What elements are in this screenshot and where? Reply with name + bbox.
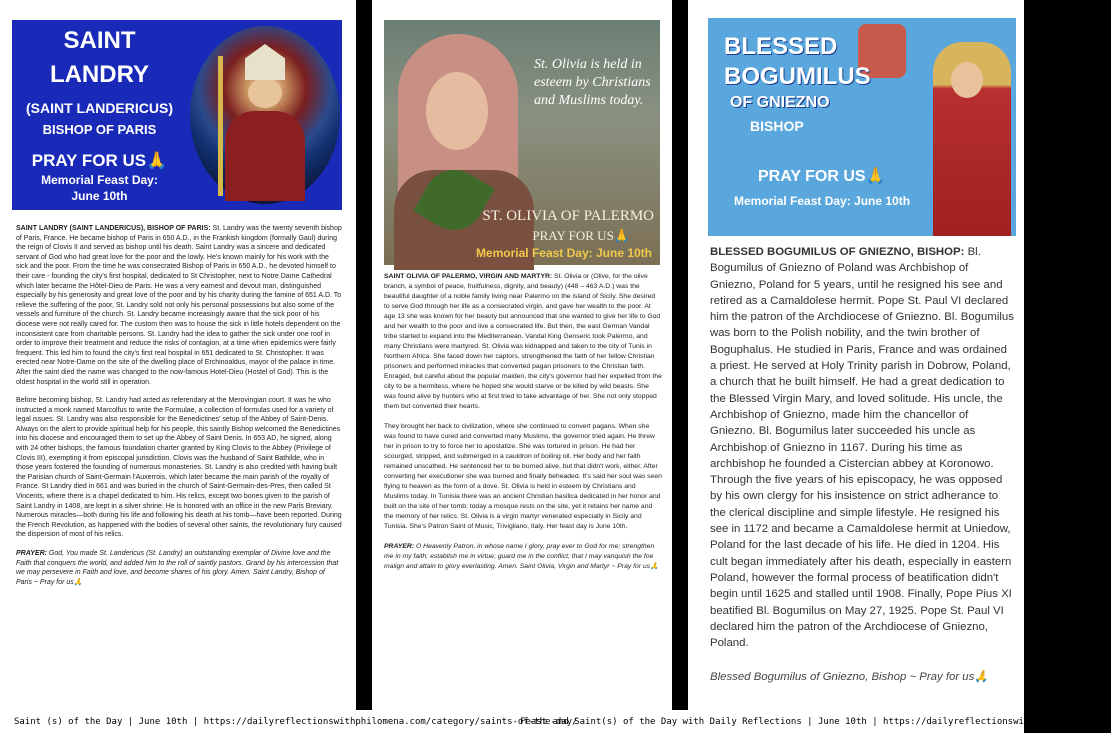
- bogumilus-banner: [708, 18, 1016, 236]
- landry-body1: St. Landry was the twenty seventh bishop of Paris, France. He became bishop of Paris in 650 A.D., in the Frankish kingdom (formally Gaul) during the reign of Clovis II and served as bishop until his death. Saint Landry was a sincere and dedicated servant of God who had great love for the poor and the lowly. He's known mainly for his work with the sick and the poor. From the time he was consecrated Bishop of Paris in 650 A.D., he devoted himself to their care - founding the city's first hospital, dedicated to St Christopher, next to Notre Dame Cathedral which later became the Hôtel-Dieu de Paris. He was a very earnest and devout man, distinguished especially by his generosity and great love of the poor and by his charity during the famine of 651 A.D. To relieve the suffering of the poor, St. Landry sold not only his personal possessions but also some of the vessels and furniture of the church. St. Landry became increasingly aware that the sick poor of his diocese were not really cared for. The custom then was to house the sick in little hotels dependent on the inconsistent care from charitable persons. St. Landry had the idea to gather the sick under one roof in order to improve their treatment and reduce the risks of contagion, at a time when epidemics were fairly frequent. This led him to found the city's first real hospital in 651 dedicated to St. Christopher. It was erected near Notre-Dame on the site of the dwelling place of Erchinoaldus, mayor of the palace in time. After the saint died the name was changed to the now-famous Hotel-Dieu (Hostel of God). This is the oldest hospital in the world still in operation.: [16, 225, 342, 386]
- footer-left-caption: Saint (s) of the Day | June 10th | https://dailyreflectionswithphilomena.com/category/saints-of-the-day/: [14, 717, 578, 727]
- bogumilus-body1: Bl. Bogumilus of Gniezno of Poland was Archbishop of Gniezno, Poland for 5 years, until he resigned his see and retired as a Camaldolese hermit. Pope St. Paul VI declared him the patron of the Archdiocese of Gniezno. Bl. Bogumilus was born to the Polish nobility, and the twin brother of Boguphalus. He studied in Paris, France and was ordained a priest. He served at Holy Trinity parish in Dobrow, Poland, a church that he built himself. He had a great dedication to the Blessed Virgin Mary, and loved solitude. His uncle, the Archbishop of Gniezno, made him the chancellor of Gniezno. Bl. Bogumilus later succeeded his uncle as Archbishop of Gniezno in 1167. During his time as archbishop he founded a Cistercian abbey at Koronowo. Through the five years of his episcopacy, he was opposed by his own clergy for his insistence on strict adherance to the clerical discipline and simple lifestyle. He resigned his see in 1172 and became a Camaldolese hermit at Uniedow, Poland for the last decade of his life. He died in 1204. His cult began immediately after his death, especially in eastern Poland, however the formal process of beatification didn't begin until 1625 and stalled until 1908. Finally, Pope Pius XI beatified Bl. Bogumilus on May 27, 1925. Pope St. Paul VI declared him the patron of the Archdiocese of Gniezno, Poland.: [710, 246, 1014, 650]
- banner-pray: PRAY FOR US🙏: [532, 228, 630, 243]
- bogumilus-text: [710, 244, 1016, 704]
- bogumilus-para1: [710, 244, 1016, 651]
- landry-prayer-text: God, You made St. Landericus (St. Landry) an outstanding exemplar of Divine love and the Faith that conquers the world, and added him to the roll of saintly pastors. Grand by his intercession that we may persevere in Faith and love, and become shares of his glory. Amen. Saint Landry, Bishop of Paris ~ Pray for us🙏: [16, 550, 339, 586]
- column-saint-landry: [0, 0, 356, 710]
- olivia-para1: [384, 272, 662, 412]
- prayer-label: PRAYER:: [16, 550, 47, 557]
- olivia-body1: St. Olivia or (Olive, for the olive branch, a symbol of peace, fruitfulness, dignity, and beauty) (448 – 463 A.D.) was the beautiful daughter of a noble family living near Palermo on the island of Sicily. She desired to serve God through her life as a consecrated virgin, and gave her wealth to the poor. At age 13 she was known for her beauty but announced that she wanted to give her life to God and her wealth to the poor and live a consecrated life. But then, the east German Vandal tribe started to expand into the Mediterranean. Vandal King Genseric took Palermo, and many Christians were martyred. St. Olivia was kidnapped and taken to the city of Tunis in Northern Africa. She faced down her captors, strengthened the faith of her fellow Christian prisoners and performed miracles that converted pagan prisoners to the Christian faith. Enraged, but careful about the popular maiden, the city's governor had her expelled from the city to be a hermitess, where he hoped she would starve or be killed by wild beasts. She was found alive by hunters who at first tried to take advantage of her. She not only stopped them but converted their hearts.: [384, 273, 662, 410]
- saint-olivia-banner: [384, 20, 660, 265]
- robe-shape: [225, 111, 305, 201]
- crozier-shape: [218, 56, 223, 196]
- face-shape: [248, 78, 282, 108]
- saint-landry-banner: [12, 20, 342, 210]
- banner-title-line2: BOGUMILUS: [724, 63, 871, 90]
- bogumilus-closing: Blessed Bogumilus of Gniezno, Bishop ~ Pray for us🙏: [710, 671, 989, 684]
- saint-olivia-text: [384, 272, 662, 582]
- saint-landry-text: [16, 224, 342, 596]
- landry-para1: [16, 224, 342, 387]
- olivia-prayer-text: O Heavenly Patron, in whose name I glory, pray ever to God for me; strengthen me in my faith; establish me in virtue; guard me in the conflict; that I may vanquish the foe malign and attain to glory everlasting. Amen. Saint Olivia, Virgin and Martyr ~ Pray for us🙏: [384, 543, 659, 570]
- banner-pray: PRAY FOR US🙏: [758, 168, 886, 185]
- column-saint-olivia: [372, 0, 672, 710]
- banner-title: [724, 32, 871, 92]
- mitre-shape: [245, 44, 285, 80]
- banner-title-line1: BLESSED: [724, 33, 838, 60]
- banner-title-line1: SAINT: [63, 27, 136, 54]
- olivia-heading: SAINT OLIVIA OF PALERMO, VIRGIN AND MARTYR:: [384, 273, 553, 280]
- banner-quote: St. Olivia is held in esteem by Christians and Muslims today.: [534, 57, 651, 108]
- stained-glass-saint-image: [190, 26, 340, 204]
- landry-prayer: [16, 549, 342, 587]
- olivia-para2: They brought her back to civilization, where she continued to convert pagans. When she was found to have cured and converted many Muslims, the governor tried again. He threw her in prison to try to force her to apostatize. She was tortured in prison. He had her scourged, stripped, and submerged in a cauldron of boiling oil. Her body and her faith remained unscathed. He sentenced her to be burned alive, but that didn't work, either. After converting her executioner she was burned and finally beheaded. It's said her soul was seen flying to heaven as the form of a dove. St. Olivia is held in esteem by Christians and Muslims today. In Tunisia there was an ancient Christian basilica dedicated in her honor and built on the site of her tomb; today a mosque rests on the site, yet it retains her name and the memory of her relics. St. Olivia is a virgin martyr venerated especially in Sicily and Tunisia. She's Patron Saint of Music, Trivigliano, Italy. Her feast day is June 10th.: [384, 423, 662, 530]
- landry-heading: SAINT LANDRY (SAINT LANDERICUS), BISHOP OF PARIS:: [16, 225, 211, 232]
- banner-feast-line2: June 10th: [71, 189, 128, 203]
- banner-text: [12, 20, 187, 210]
- footer-bar: [0, 710, 1111, 733]
- banner-role: BISHOP OF PARIS: [42, 122, 157, 137]
- banner-subtitle: (SAINT LANDERICUS): [26, 100, 173, 116]
- olivia-prayer: [384, 542, 662, 572]
- banner-role: BISHOP: [750, 118, 804, 134]
- banner-pray: PRAY FOR US🙏: [31, 151, 168, 170]
- banner-name: ST. OLIVIA OF PALERMO: [482, 208, 654, 224]
- face-shape: [951, 62, 983, 98]
- banner-title-line2: LANDRY: [49, 61, 150, 88]
- bogumilus-heading: BLESSED BOGUMILUS OF GNIEZNO, BISHOP:: [710, 246, 965, 258]
- landry-para2: Before becoming bishop, St. Landry had acted as referendary at the Merovingian court. It was he who instructed a monk named Marcolfus to write the Formulae, a collection of formulas used for a variety of legal issues. St. Landry was also responsible for the Benedictines' setup of the Abbey of Saint-Denis. Always on the alert to provide spiritual help for his people, this saintly Bishop welcomed the Benedictines into his diocese and encouraged them to set up the Abbey of Saint Denis. In 653 AD, he signed, along with 24 other bishops, the famous foundation charter granted by King Clovis to the Abbey (Privilege of Clovis III), exempting it from episcopal jurisdiction. Clovis was the husband of Saint Bathilde, who in those years fostered the founding of numerous monasteries. St. Landry is also credited with having built the Parisian church of Saint-Germain l'Auxerrois, which later became the main parish of the royalty of France. St Landry died in 661 and was buried in the church of Saint-Germain-des-Pres, then called St Vincents, where there is a chapel dedicated to him. His relics, except two bones given to the parish of Saint Landry in 1408, are kept in a silver shrine. He is honored with an office in the new Paris Breviary. Numerous miracles—both during his life and following his death at his tomb—have been reported. During the French Revolution, as happened with the bodies of several other saints, the revolutionary fury caused the dispersion of most of his relics.: [16, 397, 342, 539]
- banner-feast-line1: Memorial Feast Day:: [41, 173, 158, 187]
- banner-feast: Memorial Feast Day: June 10th: [475, 246, 652, 260]
- banner-feast: Memorial Feast Day: June 10th: [734, 194, 911, 208]
- footer-right-caption: Feast and Saint(s) of the Day with Daily Reflections | June 10th | https://dailyreflectionswithphilomena.com/: [520, 717, 1111, 727]
- banner-subtitle: OF GNIEZNO: [730, 94, 830, 111]
- prayer-label: PRAYER:: [384, 543, 415, 550]
- column-blessed-bogumilus: [688, 0, 1024, 710]
- face-shape: [426, 72, 488, 150]
